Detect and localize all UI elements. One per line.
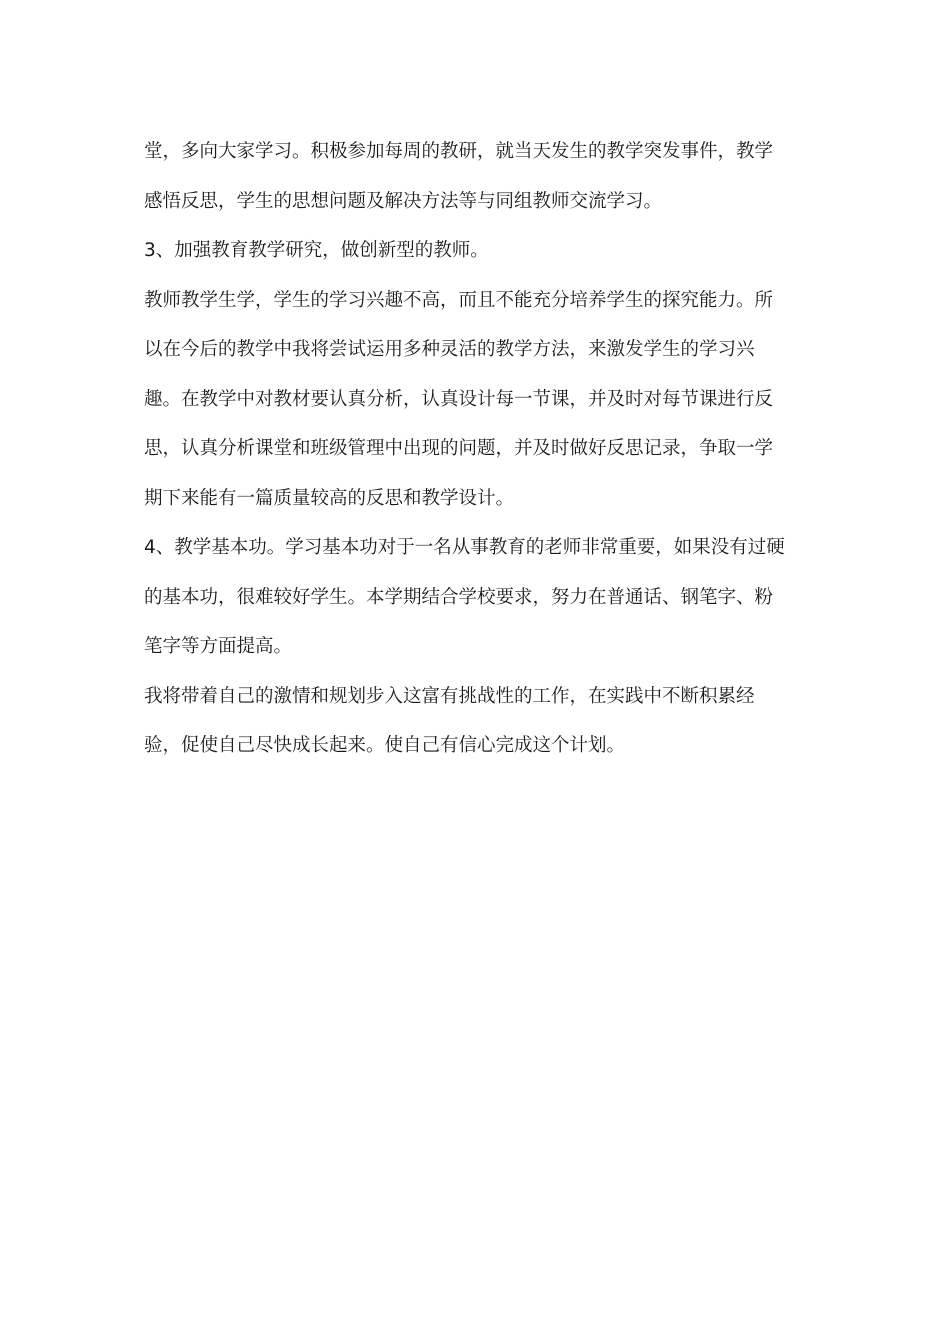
- text-line: 3、加强教育教学研究，做创新型的教师。: [144, 240, 489, 261]
- paragraph-3: [144, 523, 808, 672]
- text-line: 的基本功，很难较好学生。本学期结合学校要求，努力在普通话、钢笔字、粉: [144, 586, 774, 608]
- text-line: 思，认真分析课堂和班级管理中出现的问题，并及时做好反思记录，争取一学: [144, 438, 774, 459]
- document-body: [144, 127, 808, 771]
- paragraph-2: [144, 276, 808, 524]
- text-line: 教师教学生学，学生的学习兴趣不高，而且不能充分培养学生的探究能力。所: [144, 289, 774, 311]
- text-line: 感悟反思，学生的思想问题及解决方法等与同组教师交流学习。: [144, 190, 663, 212]
- text-line: 期下来能有一篇质量较高的反思和教学设计。: [144, 487, 515, 509]
- text-line: 验，促使自己尽快成长起来。使自己有信心完成这个计划。: [144, 735, 626, 756]
- text-line: 堂，多向大家学习。积极参加每周的教研，就当天发生的教学突发事件，教学: [144, 141, 774, 162]
- text-line: 趣。在教学中对教材要认真分析，认真设计每一节课，并及时对每节课进行反: [144, 388, 774, 410]
- text-line: 我将带着自己的激情和规划步入这富有挑战性的工作，在实践中不断积累经: [144, 685, 755, 707]
- text-line: 笔字等方面提高。: [144, 636, 293, 657]
- paragraph-4: [144, 672, 808, 771]
- text-line: 以在今后的教学中我将尝试运用多种灵活的教学方法，来激发学生的学习兴: [144, 339, 755, 360]
- section-heading-3: [144, 226, 808, 276]
- paragraph-1: [144, 127, 808, 226]
- text-line: 4、教学基本功。学习基本功对于一名从事教育的老师非常重要，如果没有过硬: [144, 537, 785, 558]
